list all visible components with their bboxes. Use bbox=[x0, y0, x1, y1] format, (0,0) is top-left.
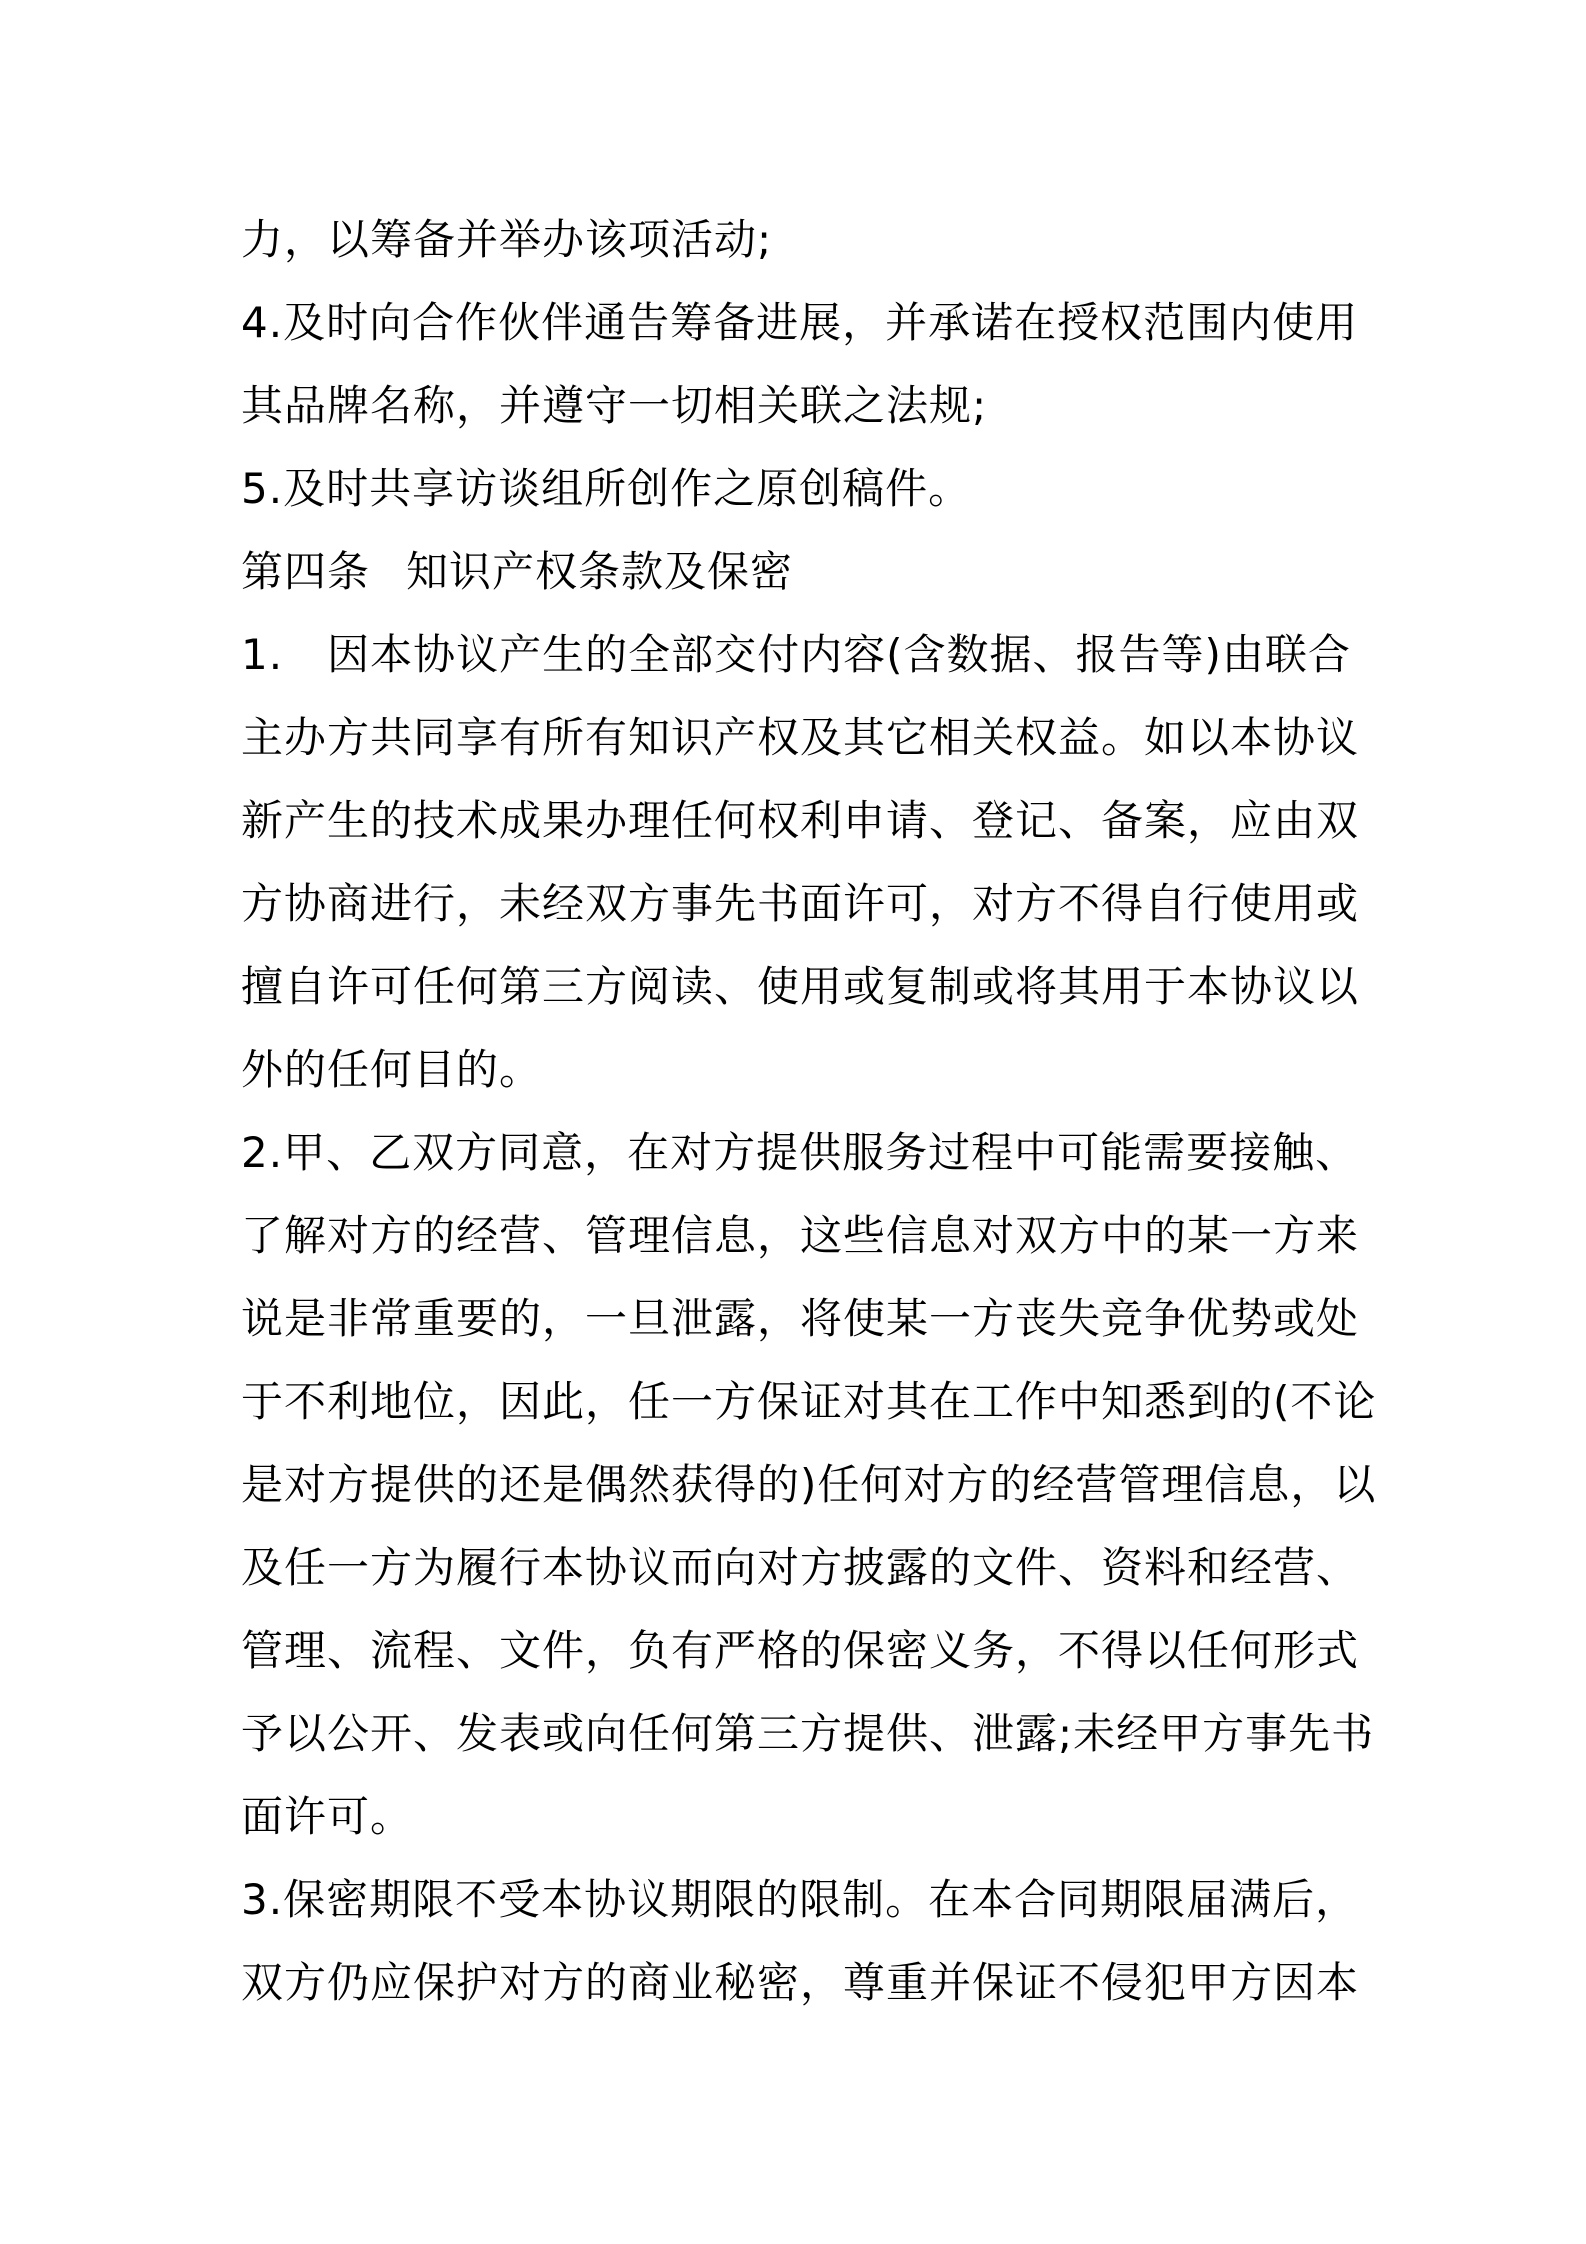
text-line: 于不利地位，因此，任一方保证对其在工作中知悉到的(不论 bbox=[241, 1377, 1377, 1426]
text-line: 新产生的技术成果办理任何权利申请、登记、备案，应由双 bbox=[241, 796, 1360, 845]
text-line: 方协商进行，未经双方事先书面许可，对方不得自行使用或 bbox=[241, 879, 1360, 928]
text-line: 擅自许可任何第三方阅读、使用或复制或将其用于本协议以 bbox=[241, 962, 1360, 1011]
document-body bbox=[241, 198, 1381, 2024]
text-line: 双方仍应保护对方的商业秘密，尊重并保证不侵犯甲方因本 bbox=[241, 1958, 1360, 2007]
section-number: 第四条 bbox=[241, 547, 371, 596]
section-heading bbox=[241, 530, 1381, 613]
text-line: 说是非常重要的，一旦泄露，将使某一方丧失竞争优势或处 bbox=[241, 1294, 1360, 1343]
text-line: 5.及时共享访谈组所创作之原创稿件。 bbox=[241, 464, 972, 513]
text-line: 3.保密期限不受本协议期限的限制。在本合同期限届满后， bbox=[241, 1875, 1359, 1924]
text-line: 力，以筹备并举办该项活动; bbox=[241, 215, 773, 264]
clause-number: 1. bbox=[241, 630, 284, 679]
clause-text: 因本协议产生的全部交付内容(含数据、报告等)由联合 bbox=[327, 630, 1351, 679]
text-line: 了解对方的经营、管理信息，这些信息对双方中的某一方来 bbox=[241, 1211, 1360, 1260]
text-line: 2.甲、乙双方同意，在对方提供服务过程中可能需要接触、 bbox=[241, 1128, 1359, 1177]
text-line: 管理、流程、文件，负有严格的保密义务，不得以任何形式 bbox=[241, 1626, 1360, 1675]
text-line bbox=[241, 613, 1381, 696]
text-line: 面许可。 bbox=[241, 1792, 414, 1841]
section-title: 知识产权条款及保密 bbox=[406, 547, 794, 596]
text-line: 予以公开、发表或向任何第三方提供、泄露;未经甲方事先书 bbox=[241, 1709, 1375, 1758]
text-line: 外的任何目的。 bbox=[241, 1045, 543, 1094]
text-line: 是对方提供的还是偶然获得的)任何对方的经营管理信息，以 bbox=[241, 1460, 1377, 1509]
text-line: 及任一方为履行本协议而向对方披露的文件、资料和经营、 bbox=[241, 1543, 1360, 1592]
text-line: 4.及时向合作伙伴通告筹备进展，并承诺在授权范围内使用 bbox=[241, 298, 1359, 347]
text-line: 主办方共同享有所有知识产权及其它相关权益。如以本协议 bbox=[241, 713, 1360, 762]
text-line: 其品牌名称，并遵守一切相关联之法规; bbox=[241, 381, 988, 430]
